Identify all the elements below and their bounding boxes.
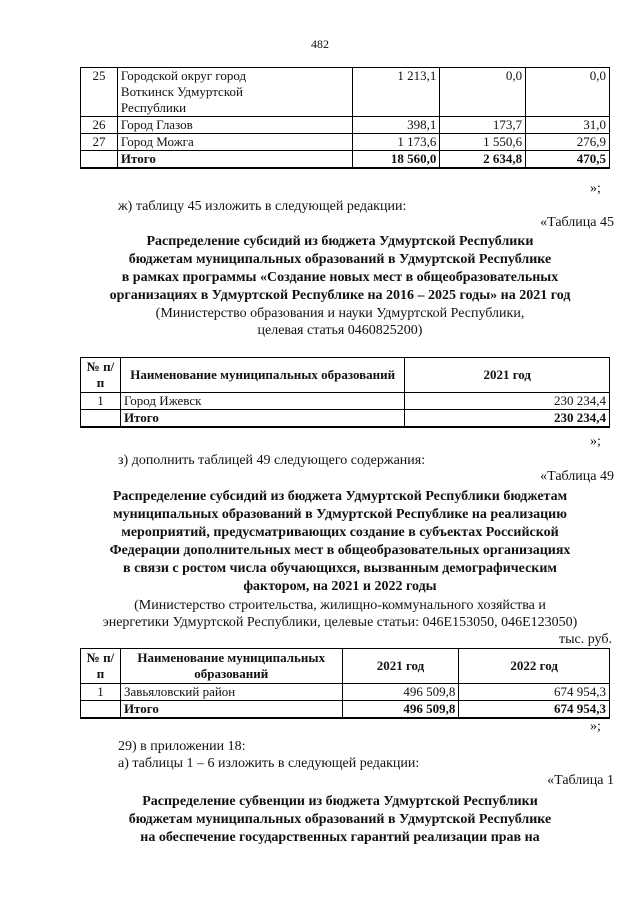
quote-close: »; [590,719,601,734]
quote-close: »; [590,434,601,449]
unit-label: тыс. руб. [559,632,612,647]
table-row: 26 Город Глазов 398,1 173,7 31,0 [81,117,610,134]
paragraph-a: а) таблицы 1 – 6 изложить в следующей редакции: [118,756,420,771]
table-1-heading: Распределение субвенции из бюджета Удмуртской Республики бюджетам муниципальных образований в Удмуртской Республике на обеспечение государственных гарантий реализации прав на [128,794,552,845]
table-top [80,67,610,169]
table-row: 27 Город Можга 1 173,6 1 550,6 276,9 [81,134,610,151]
table-header-row: № п/п Наименование муниципальных образований 2021 год 2022 год [81,649,610,684]
table-caption: «Таблица 49 [540,469,614,484]
table-row: 1 Город Ижевск 230 234,4 [81,393,610,410]
paragraph-zh: ж) таблицу 45 изложить в следующей редакции: [118,199,407,214]
table-45-subheading: (Министерство образования и науки Удмуртской Республики, целевая статья 0460825200) [155,306,525,338]
table-total-row: Итого 496 509,8 674 954,3 [81,701,610,719]
table-49-heading: Распределение субсидий из бюджета Удмуртской Республики бюджетам муниципальных образований в Удмуртской Республике на реализацию мероприятий, предусматривающих создание в субъектах Российской Федерации дополнительных мест в общеобразовательных организациях в связи с ростом числа обучающихся, вызванным демографическим фактором, на 2021 и 2022 годы [109,489,571,594]
table-45 [80,357,610,428]
table-caption: «Таблица 45 [540,215,614,230]
page-number: 482 [311,37,329,51]
quote-close: »; [590,181,601,196]
table-row: 1 Завьяловский район 496 509,8 674 954,3 [81,684,610,701]
table-49-subheading: (Министерство строительства, жилищно-коммунального хозяйства и энергетики Удмуртской Республики, целевые статьи: 046E153050, 046E123050) [102,598,578,630]
table-caption: «Таблица 1 [547,773,614,788]
table-45-heading: Распределение субсидий из бюджета Удмуртской Республики бюджетам муниципальных образований в Удмуртской Республике в рамках программы «Создание новых мест в общеобразовательных организациях в Удмуртской Республике на 2016 – 2025 годы» на 2021 год [109,234,571,303]
table-49 [80,648,610,719]
paragraph-29: 29) в приложении 18: [118,739,246,754]
table-total-row: Итого 18 560,0 2 634,8 470,5 [81,151,610,169]
paragraph-z: з) дополнить таблицей 49 следующего содержания: [118,453,426,468]
table-total-row: Итого 230 234,4 [81,410,610,428]
table-row: 25 Городской округ город Воткинск Удмуртской Республики 1 213,1 0,0 0,0 [81,68,610,117]
table-header-row: № п/п Наименование муниципальных образований 2021 год [81,358,610,393]
